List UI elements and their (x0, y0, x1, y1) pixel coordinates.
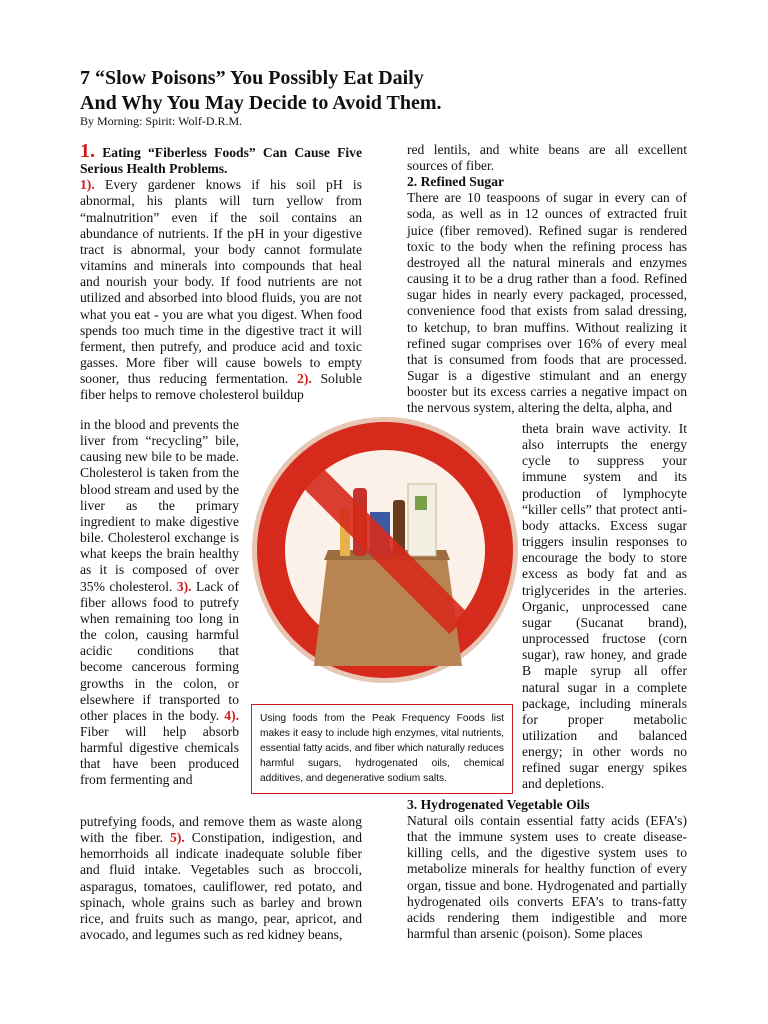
left-column-top (80, 140, 362, 404)
right-column-bottom (407, 797, 687, 942)
section-3-paragraph-1: Natural oils contain essential fatty acids (EFA’s) that the immune system uses to create disease-killing cells, and the digestive system uses to metabolize minerals for healthy function of every organ, tissue and bone. Hydrogenated and partially hydrogenated oils converts EFA’s to trans-fatty acids rendering them indigestible and more harmful than arsenic (poison). Some places (407, 813, 687, 942)
title-line-1: 7 “Slow Poisons” You Possibly Eat Daily (80, 67, 424, 89)
left-column-narrow (80, 417, 239, 789)
section-2-paragraph-2: theta brain wave activity. It also interrupts the energy cycle to suppress your immune system and its production of lymphocyte “killer cells” that protect anti-body attacks. Excess sugar triggers insulin responses to encourage the body to store excess as body fat and as triglycerides in the arteries. Organic, unprocessed cane sugar (Sucanat brand), unprocessed fructose (corn sugar), raw honey, and grade B maple syrup all offer natural sugar in a complete package, including minerals for proper metabolic utilization and balanced energy; in other words no refined sugar energy spikes and depletions. (522, 421, 687, 792)
section-1-continuation: red lentils, and white beans are all excellent sources of fiber. (407, 142, 687, 174)
section-1-paragraph-3: putrefying foods, and remove them as waste along with the fiber. 5). Constipation, indigestion, and hemorrhoids all indicate inadequate soluble fiber and fluid intake. Vegetables such as broccoli, asparagus, tomatoes, cauliflower, red potato, and spinach, whole grains such as barley and brown rice, and fruits such as mango, pear, apricot, and avocado, and legumes such as red kidney beans, (80, 814, 362, 943)
article-title (80, 66, 700, 116)
byline: By Morning: Spirit: Wolf-D.R.M. (80, 114, 243, 128)
no-processed-food-illustration (250, 400, 520, 700)
right-column-narrow (522, 421, 687, 793)
section-3-heading: 3. Hydrogenated Vegetable Oils (407, 797, 590, 812)
left-column-bottom (80, 814, 362, 943)
section-2-paragraph-1: There are 10 teaspoons of sugar in every can of soda, as well as in 12 ounces of extracted fruit juice (fiber removed). Refined sugar is rendered toxic to the body when the refining process has destroyed all the natural minerals and enzymes causing it to be a drug rather than a food. Refined sugar hides in nearly every packaged, processed, convenience food that exists from salad dressing, to ketchup, to bran muffins. Without realizing it refined sugar comprises over 16% of every meal that is consumed from foods that are processed. Sugar is a digestive stimulant and an energy booster but its excess carries a negative impact on the nervous system, altering the delta, alpha, and (407, 190, 687, 416)
section-1-heading: 1. Eating “Fiberless Foods” Can Cause Five Serious Health Problems. (80, 140, 362, 177)
section-2-heading: 2. Refined Sugar (407, 174, 505, 190)
carton-label (415, 496, 427, 510)
section-1-paragraph-1: 1). Every gardener knows if his soil pH is abnormal, his plants will turn yellow from “malnutrition” even if the soil contains an abundance of nutrients. If the pH in your digestive tract is abnormal, your body cannot formulate vitamins and minerals into compounds that heal and nourish your body. If food nutrients are not utilized and absorbed into blood fluids, you are not what you eat - you are what you digest. When food spends too much time in the digestive tract it will ferment, then putrefy, and produce acid and toxic gasses. More fiber will cause bowels to empty sooner, thus reducing fermentation. 2). Soluble fiber helps to remove cholesterol buildup (80, 177, 362, 403)
milk-carton (408, 484, 436, 556)
section-1-paragraph-2: in the blood and prevents the liver from “recycling” bile, causing new bile to be made. Cholesterol is taken from the blood stream and used by the liver as the primary ingredient to make digestive bile. Cholesterol exchange is what keeps the brain healthy as it is composed of over 35% cholesterol. 3). Lack of fiber allows food to putrefy when remaining too long in the colon, causing harmful acidic conditions that become cancerous forming growths in the colon, or elsewhere if transported to other places in the body. 4). Fiber will help absorb harmful digestive chemicals that have been produced from fermenting and (80, 417, 239, 788)
title-line-2: And Why You May Decide to Avoid Them. (80, 92, 442, 114)
right-column-top (407, 142, 687, 417)
figure-caption: Using foods from the Peak Frequency Foods list makes it easy to include high enzymes, vital nutrients, essential fatty acids, and fiber which naturally reduces harmful sugars, hydrogenated oils, chemical additives, and degenerative sodium salts. (251, 704, 513, 794)
section-1-number: 1. (80, 140, 95, 162)
